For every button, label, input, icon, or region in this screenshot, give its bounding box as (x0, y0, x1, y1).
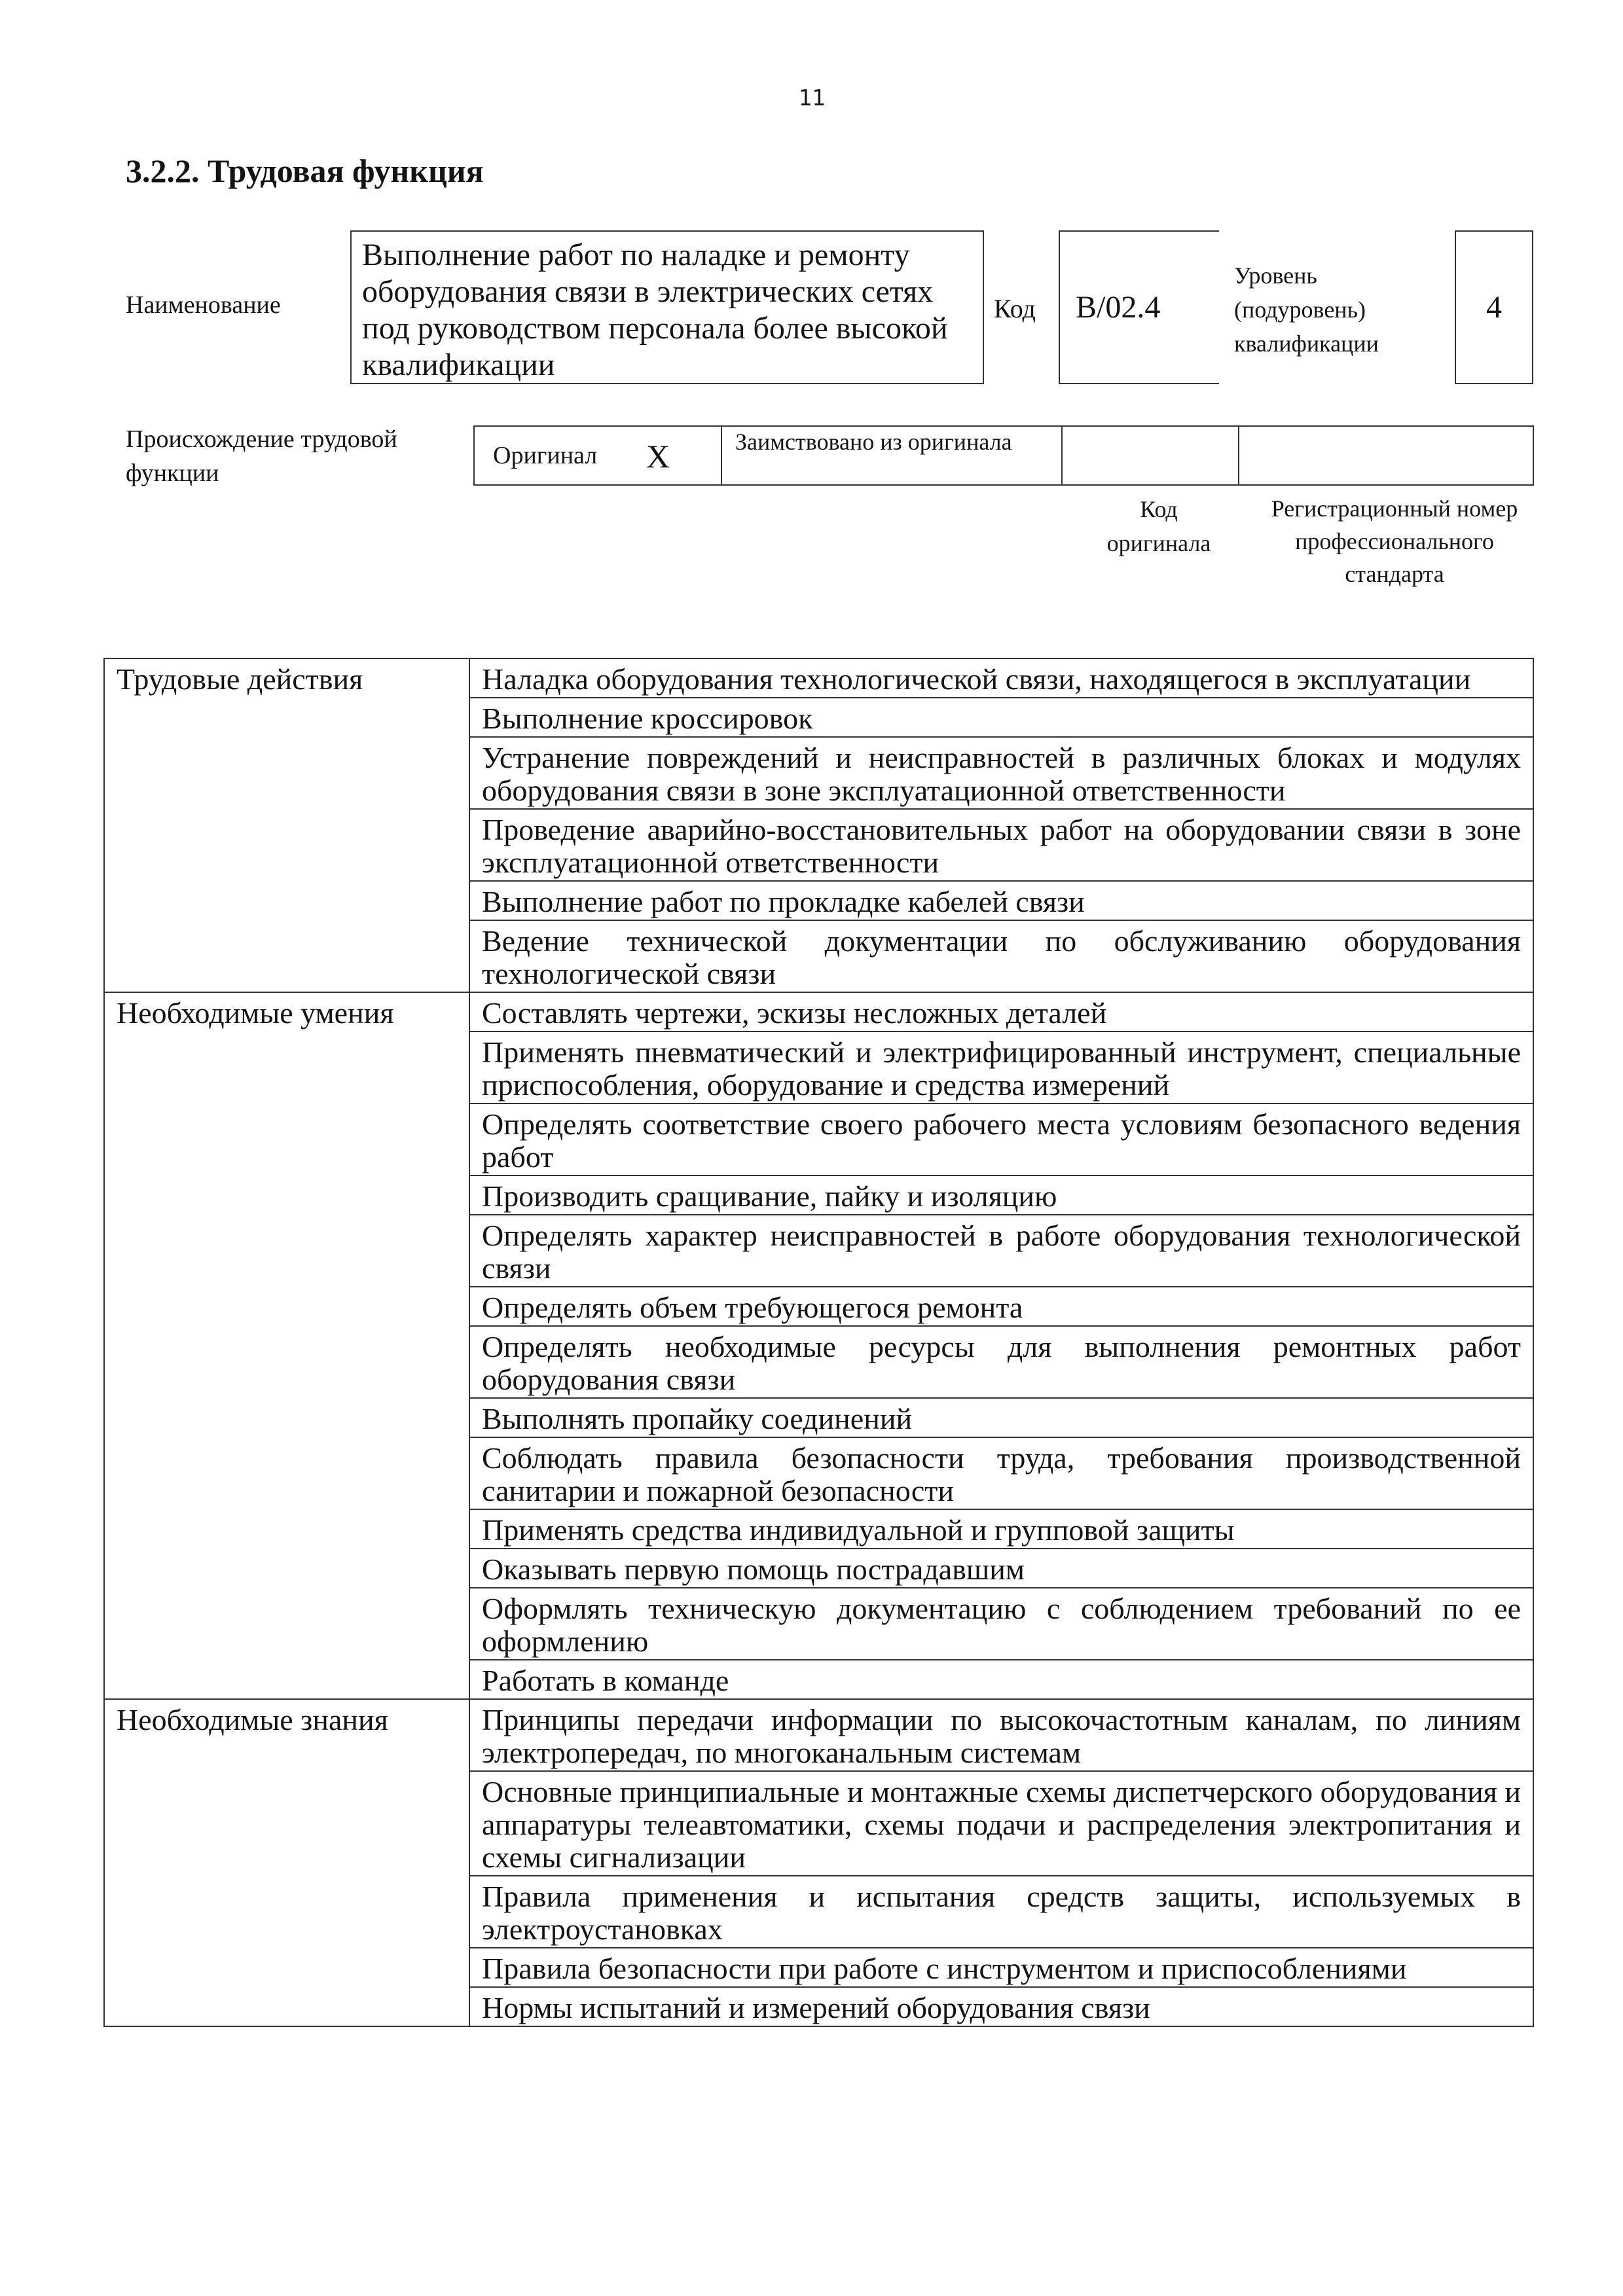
function-name-box: Выполнение работ по наладке и ремонту оборудования связи в электрических сетях под руководством персонала более высокой квалификации (350, 230, 984, 384)
qualification-level-label-line-1: Уровень (1234, 262, 1317, 289)
origin-row (473, 425, 1534, 486)
origin-code-cell (1063, 427, 1239, 484)
origin-reg-number-cell (1239, 427, 1533, 484)
code-value: B/02.4 (1059, 230, 1219, 384)
section-item: Соблюдать правила безопасности труда, требования производственной санитарии и пожарной безопасности (469, 1437, 1533, 1509)
origin-original-label: Оригинал (493, 442, 598, 469)
reg-number-caption: Регистрационный номер профессионального стандарта (1271, 495, 1518, 587)
table-row (104, 658, 1533, 698)
section-item: Производить сращивание, пайку и изоляцию (469, 1175, 1533, 1215)
section-item: Определять необходимые ресурсы для выполнения ремонтных работ оборудования связи (469, 1326, 1533, 1398)
origin-original-mark: X (646, 438, 670, 475)
qualification-level-label-line-3: квалификации (1234, 331, 1379, 357)
function-details-body (104, 658, 1533, 2026)
qualification-level-value: 4 (1455, 230, 1533, 384)
section-item: Определять соответствие своего рабочего места условиям безопасного ведения работ (469, 1103, 1533, 1175)
section-item: Выполнять пропайку соединений (469, 1398, 1533, 1437)
section-item: Наладка оборудования технологической связи, находящегося в эксплуатации (469, 658, 1533, 698)
page-number: 11 (798, 85, 826, 111)
section-label: Трудовые действия (104, 658, 469, 992)
section-item: Определять объем требующегося ремонта (469, 1287, 1533, 1326)
origin-borrowed-label: Заимствовано из оригинала (735, 429, 1012, 455)
table-row (104, 1699, 1533, 1771)
section-item: Устранение повреждений и неисправностей в различных блоках и модулях оборудования связи в зоне эксплуатационной ответственности (469, 737, 1533, 809)
section-item: Составлять чертежи, эскизы несложных деталей (469, 992, 1533, 1031)
section-title: 3.2.2. Трудовая функция (126, 152, 484, 189)
origin-borrowed-cell (722, 427, 1063, 484)
section-item: Основные принципиальные и монтажные схемы диспетчерского оборудования и аппаратуры телеавтоматики, схемы подачи и распределения электропитания и схемы сигнализации (469, 1771, 1533, 1876)
section-item: Работать в команде (469, 1660, 1533, 1699)
section-item: Применять пневматический и электрифицированный инструмент, специальные приспособления, оборудование и средства измерений (469, 1031, 1533, 1103)
code-original-caption: Код оригинала (1106, 496, 1211, 556)
table-row (104, 992, 1533, 1031)
section-item: Проведение аварийно-восстановительных работ на оборудовании связи в зоне эксплуатационной ответственности (469, 809, 1533, 881)
section-item: Правила безопасности при работе с инструментом и приспособлениями (469, 1948, 1533, 1987)
section-label: Необходимые умения (104, 992, 469, 1699)
qualification-level-label (1234, 259, 1379, 361)
origin-original-cell (475, 427, 722, 484)
section-item: Правила применения и испытания средств защиты, используемых в электроустановках (469, 1876, 1533, 1948)
name-label: Наименование (126, 291, 281, 319)
section-item: Ведение технической документации по обслуживанию оборудования технологической связи (469, 920, 1533, 992)
section-label: Необходимые знания (104, 1699, 469, 2026)
function-details-table (103, 658, 1534, 2027)
section-item: Применять средства индивидуальной и групповой защиты (469, 1509, 1533, 1549)
origin-label: Происхождение трудовой функции (126, 425, 397, 487)
section-item: Принципы передачи информации по высокочастотным каналам, по линиям электропередач, по многоканальным системам (469, 1699, 1533, 1771)
section-item: Нормы испытаний и измерений оборудования связи (469, 1987, 1533, 2026)
section-item: Выполнение кроссировок (469, 698, 1533, 737)
code-label: Код (994, 294, 1036, 323)
section-item: Выполнение работ по прокладке кабелей связи (469, 881, 1533, 920)
section-item: Оформлять техническую документацию с соблюдением требований по ее оформлению (469, 1588, 1533, 1660)
qualification-level-label-line-2: (подуровень) (1234, 296, 1366, 323)
section-item: Оказывать первую помощь пострадавшим (469, 1549, 1533, 1588)
section-item: Определять характер неисправностей в работе оборудования технологической связи (469, 1215, 1533, 1287)
